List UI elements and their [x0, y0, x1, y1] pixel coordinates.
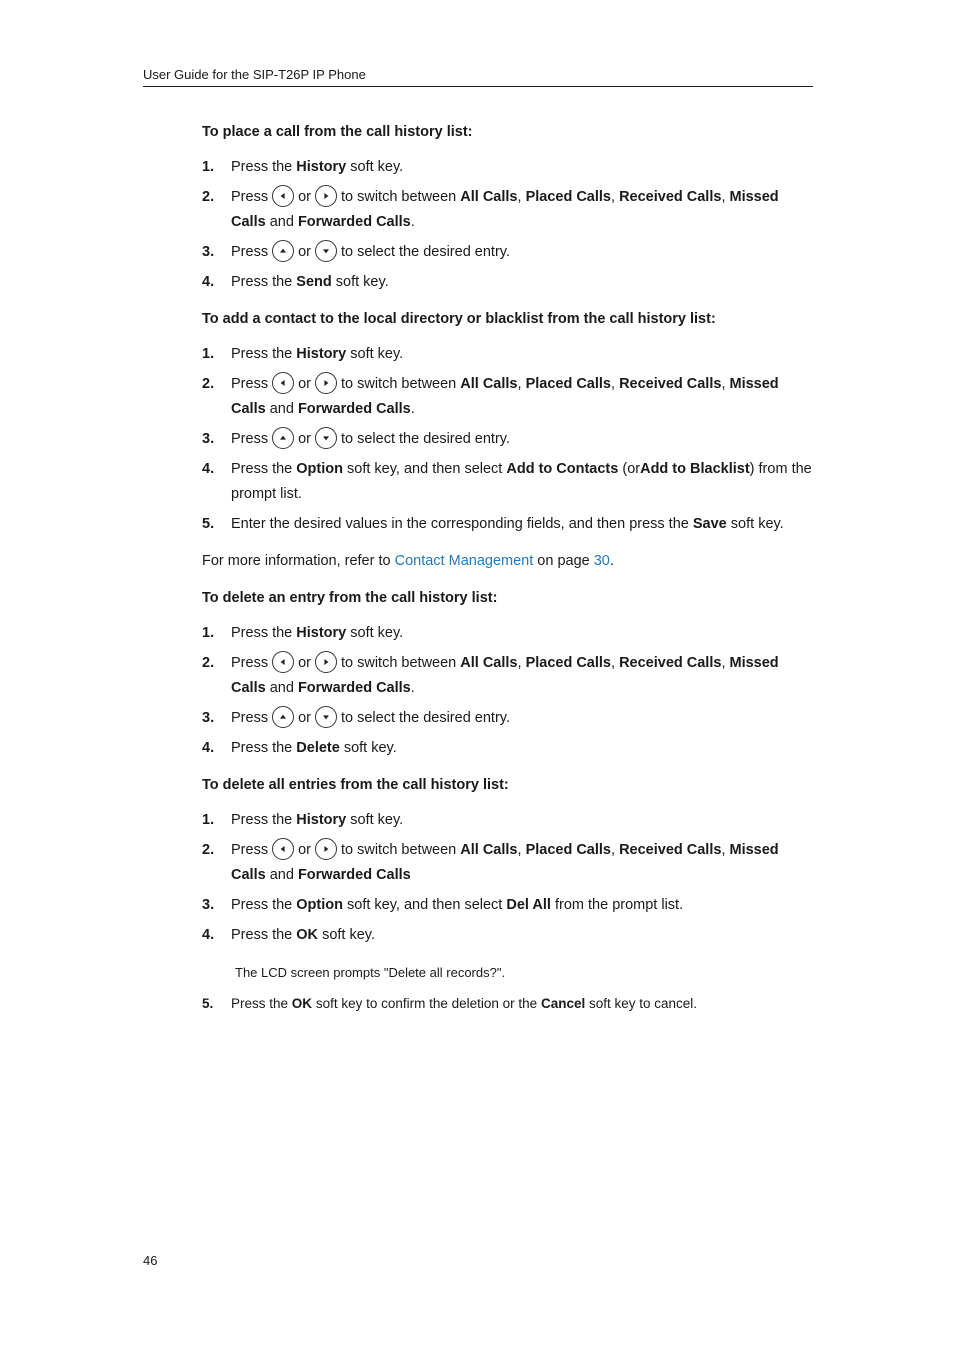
- list-item: 4. Press the Delete soft key.: [202, 740, 397, 756]
- up-key-icon: [272, 427, 294, 449]
- list-item: 3. Press or to select the desired entry.: [202, 427, 814, 452]
- header-title: User Guide for the SIP-T26P IP Phone: [143, 67, 366, 82]
- list-item: 4. Press the Send soft key.: [202, 274, 389, 290]
- list-item: 1. Press the History soft key.: [202, 625, 404, 641]
- list-item: 5. Enter the desired values in the corresponding fields, and then press the Save soft key.: [202, 516, 784, 532]
- list-item: 1. Press the History soft key.: [202, 812, 404, 828]
- lcd-note: The LCD screen prompts "Delete all records?".: [235, 965, 506, 980]
- left-key-icon: [272, 372, 294, 394]
- list-item: 2. Press or to switch between All Calls, Placed Calls, Received Calls, Missed Calls and Forwarded Calls.: [202, 372, 814, 422]
- list-item: 3. Press or to select the desired entry.: [202, 240, 814, 265]
- list-item: 2. Press or to switch between All Calls, Placed Calls, Received Calls, Missed Calls and Forwarded Calls.: [202, 185, 814, 235]
- contact-management-link[interactable]: Contact Management: [394, 553, 534, 569]
- list-item: 1. Press the History soft key.: [202, 159, 404, 175]
- list-item: 1. Press the History soft key.: [202, 346, 404, 362]
- steps-list: [202, 621, 814, 761]
- list-item: 3. Press the Option soft key, and then select Del All from the prompt list.: [202, 897, 684, 913]
- list-item: 2. Press or to switch between All Calls, Placed Calls, Received Calls, Missed Calls and Forwarded Calls.: [202, 651, 814, 701]
- list-item: 4. Press the OK soft key.: [202, 927, 375, 943]
- list-item: 2. Press or to switch between All Calls, Placed Calls, Received Calls, Missed Calls and Forwarded Calls: [202, 838, 814, 888]
- section-heading: To delete all entries from the call history list:: [202, 777, 509, 793]
- steps-list: [202, 155, 814, 295]
- page-header: [143, 67, 813, 87]
- list-item: 4. Press the Option soft key, and then select Add to Contacts (orAdd to Blacklist) from the prompt list.: [202, 461, 812, 502]
- section-heading: To delete an entry from the call history list:: [202, 590, 498, 606]
- right-key-icon: [315, 838, 337, 860]
- left-key-icon: [272, 185, 294, 207]
- down-key-icon: [315, 427, 337, 449]
- steps-list: [202, 808, 814, 948]
- section-heading: To place a call from the call history list:: [202, 124, 473, 140]
- down-key-icon: [315, 240, 337, 262]
- up-key-icon: [272, 240, 294, 262]
- steps-list: [202, 991, 814, 1016]
- page-number: 46: [143, 1253, 158, 1268]
- down-key-icon: [315, 706, 337, 728]
- left-key-icon: [272, 651, 294, 673]
- more-info-paragraph: For more information, refer to Contact Management on page 30.: [202, 553, 614, 569]
- left-key-icon: [272, 838, 294, 860]
- list-item: 3. Press or to select the desired entry.: [202, 706, 814, 731]
- section-heading: To add a contact to the local directory or blacklist from the call history list:: [202, 311, 716, 327]
- main-content: [202, 120, 814, 1028]
- steps-list: [202, 342, 814, 537]
- up-key-icon: [272, 706, 294, 728]
- right-key-icon: [315, 185, 337, 207]
- list-item: 5. Press the OK soft key to confirm the deletion or the Cancel soft key to cancel.: [202, 996, 698, 1011]
- page-link[interactable]: 30: [593, 553, 610, 569]
- right-key-icon: [315, 372, 337, 394]
- right-key-icon: [315, 651, 337, 673]
